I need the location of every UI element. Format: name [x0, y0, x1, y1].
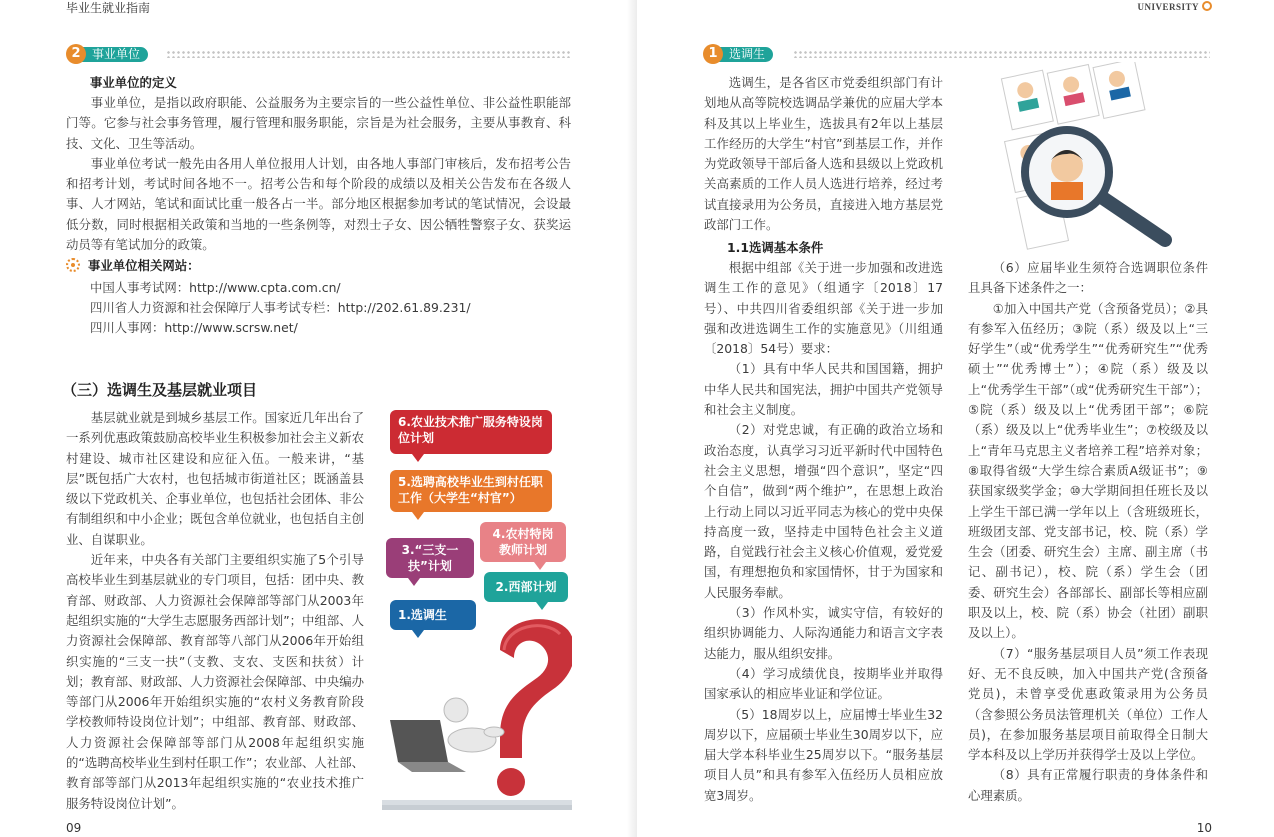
- page-number-left: 09: [66, 821, 82, 835]
- question-mark-shape: [500, 619, 572, 758]
- dotted-rule: [166, 50, 571, 58]
- section3-body: [66, 408, 364, 814]
- section-bar-public-institutions: [66, 45, 571, 63]
- website-link[interactable]: 四川省人力资源和社会保障厅人事考试专栏：http://202.61.89.231/: [90, 300, 471, 315]
- paragraph: （5）18周岁以上，应届博士毕业生32周岁以下，应届硕士毕业生30周岁以下，应届大学本科毕业生25周岁以下。“服务基层项目人员”和具有参军入伍经历人员相应放宽3周岁。: [704, 706, 943, 803]
- section2-body: [66, 93, 571, 255]
- running-header: 毕业生就业指南: [66, 1, 151, 15]
- magnifier-resumes-figure: [977, 62, 1187, 252]
- paragraph: 根据中组部《关于进一步加强和改进选调生工作的意见》（组通字〔2018〕17号）、中共四川省委组织部《关于进一步加强和改进选调生工作的实施意见》（川组通〔2018〕54号）要求：: [704, 260, 943, 357]
- right-page: [637, 0, 1274, 837]
- figure-head: [444, 698, 468, 722]
- paragraph: 基层就业就是到城乡基层工作。国家近几年出台了一系列优惠政策鼓励高校毕业生积极参加社会主义新农村建设、城市社区建设和应征入伍。一般来讲，“基层”既包括广大农村，也包括城市街道社区；既涵盖县级以下党政机关、企事业单位，也包括社会团体、非公有制组织和中小企业；既包含单位就业，也包括自主创业、自谋职业。: [66, 410, 364, 547]
- bubble-village-officer: 5.选聘高校毕业生到村任职工作（大学生“村官”）: [390, 470, 552, 512]
- resume-card: [1047, 65, 1099, 125]
- section-label: 事业单位: [78, 47, 148, 62]
- target-icon: [66, 258, 80, 272]
- paragraph: （3）作风朴实，诚实守信，有较好的组织协调能力、人际沟通能力和语言文字表达能力，服从组织安排。: [704, 605, 943, 661]
- resume-card: [1001, 70, 1053, 130]
- websites-heading: [66, 258, 200, 274]
- conditions-column-1: [704, 258, 943, 806]
- paragraph: （2）对党忠诚，有正确的政治立场和政治态度，认真学习习近平新时代中国特色社会主义思想，增强“四个意识”，坚定“四个自信”，做到“两个维护”，在思想上政治上行动上同以习近平同志为核心的党中央保持高度一致，坚持走中国特色社会主义道路，自觉践行社会主义核心价值观，爱党爱国，有理想抱负和家国情怀，甘于为国家和人民服务奉献。: [704, 422, 943, 600]
- paragraph: 事业单位，是指以政府职能、公益服务为主要宗旨的一些公益性单位、非公益性职能部门等。它参与社会事务管理，履行管理和服务职能，宗旨是为社会服务，主要从事教育、科技、文化、卫生等活动。: [66, 95, 571, 151]
- section-number-badge: 1: [703, 44, 723, 64]
- conditions-column-2: [968, 258, 1208, 806]
- paragraph: （7）“服务基层项目人员”须工作表现好、无不良反映，加入中国共产党(含预备党员)，未曾享受优惠政策录用为公务员（含参照公务员法管理机关（单位）工作人员)，在参加服务基层项目前取得全日制大学本科及以上学历并获得学士及以上学位。: [968, 645, 1208, 763]
- question-mark-figure: [382, 600, 572, 810]
- page-number-right: 10: [1196, 821, 1212, 835]
- bubble-selected-graduates: 1.选调生: [390, 600, 476, 630]
- bubble-agri-tech: 6.农业技术推广服务特设岗位计划: [390, 410, 552, 454]
- section-bar-selected-graduates: [703, 45, 1210, 63]
- paragraph: 近年来，中央各有关部门主要组织实施了5个引导高校毕业生到基层就业的专门项目，包括：团中央、教育部、财政部、人力资源社会保障部等部门从2003年起组织实施的“大学生志愿服务西部计划”；中组部、人力资源社会保障部、教育部等八部门从2006年开始组织实施的“三支一扶”（支教、支农、支医和扶贫）计划；教育部、财政部、人力资源社会保障部、中央编办等部门从2006年开始组织实施的“农村义务教育阶段学校教师特设岗位计划”；中组部、教育部、财政部、人力资源社会保障部等部门从2008年起组织实施的“选聘高校毕业生到村任职工作”；农业部、人社部、教育部等部门从2013年起组织实施的“农业技术推广服务特设岗位计划”。: [66, 552, 364, 811]
- paragraph: ①加入中国共产党（含预备党员）；②具有参军入伍经历；③院（系）级及以上“三好学生”（或“优秀学生”“优秀研究生”“优秀硕士”“优秀博士”）；④院（系）级及以上“优秀学生干部”（或“优秀研究生干部”）；⑤院（系）级及以上“优秀团干部”；⑥院（系）级及以上“优秀毕业生”；⑦校级及以上“青年马克思主义者培养工程”培养对象；⑧取得省级“大学生综合素质A级证书”；⑨获国家级奖学金；⑩大学期间担任班长及以上学生干部已满一学年以上（含班级班长，班级团支部、党支部书记，校、院（系）学生会（团委、研究生会）主席、副主席（书记、副书记），校、院（系）学生会（团委、研究生会）各部部长、副部长等相应副职及以上，校、院（系）协会（社团）副职及以上）。: [968, 300, 1208, 641]
- laptop-screen: [390, 720, 448, 762]
- figure-leg: [484, 727, 504, 737]
- bubble-three-supports: 3.“三支一扶”计划: [386, 538, 474, 578]
- magnified-avatar: [1051, 150, 1083, 182]
- bubble-west-plan: 2.西部计划: [484, 572, 568, 602]
- paragraph: （6）应届毕业生须符合选调职位条件且具备下述条件之一：: [968, 260, 1208, 296]
- paragraph: 选调生，是各省区市党委组织部门有计划地从高等院校选调品学兼优的应届大学本科及其以上毕业生，选拔具有2年以上基层工作经历的大学生“村官”到基层工作，并作为党政领导干部后备人选和县级以上党政机关高素质的工作人员人选进行培养，经过考试直接录用为公务员，直接进入地方基层党政部门工作。: [704, 75, 943, 233]
- laptop-base: [398, 762, 466, 772]
- websites-heading-label: 事业单位相关网站：: [88, 258, 200, 273]
- dotted-rule: [793, 50, 1210, 58]
- logo-text: UNIVERSITY: [1137, 2, 1199, 12]
- magnified-shirt: [1051, 182, 1083, 200]
- website-link[interactable]: 中国人事考试网：http://www.cpta.com.cn/: [90, 280, 341, 295]
- paragraph: （1）具有中华人民共和国国籍，拥护中华人民共和国宪法，拥护中国共产党领导和社会主义制度。: [704, 361, 943, 418]
- website-list: [90, 278, 471, 338]
- bubble-rural-teacher: 4.农村特岗教师计划: [480, 522, 566, 562]
- logo-mark-icon: [1202, 1, 1212, 11]
- intro-paragraph: [704, 73, 943, 235]
- section3-heading: （三）选调生及基层就业项目: [62, 381, 258, 399]
- section-label: 选调生: [715, 47, 773, 62]
- paragraph: （8）具有正常履行职责的身体条件和心理素质。: [968, 767, 1208, 803]
- subsection-heading: 1.1选调基本条件: [727, 240, 824, 255]
- question-mark-dot: [497, 768, 525, 796]
- magnifier-handle: [1097, 194, 1165, 240]
- paragraph: 事业单位考试一般先由各用人单位报用人计划，由各地人事部门审核后，发布招考公告和招考计划，考试时间各地不一。招考公告和每个阶段的成绩以及相关公告发布在各级人事、人才网站，笔试和面试比重一般各占一半。部分地区根据参加考试的笔试情况，会设最低分数，同时根据相关政策和当地的一些条例等，对烈士子女、因公牺牲警察子女、获奖运动员等有笔试加分的政策。: [66, 155, 571, 253]
- paragraph: （4）学习成绩优良，按期毕业并取得国家承认的相应毕业证和学位证。: [704, 665, 943, 702]
- section-number-badge: 2: [66, 44, 86, 64]
- shelf-shadow: [382, 805, 572, 810]
- university-logo: [1137, 0, 1212, 14]
- definition-heading: 事业单位的定义: [90, 75, 177, 90]
- website-link[interactable]: 四川人事网：http://www.scrsw.net/: [90, 320, 298, 335]
